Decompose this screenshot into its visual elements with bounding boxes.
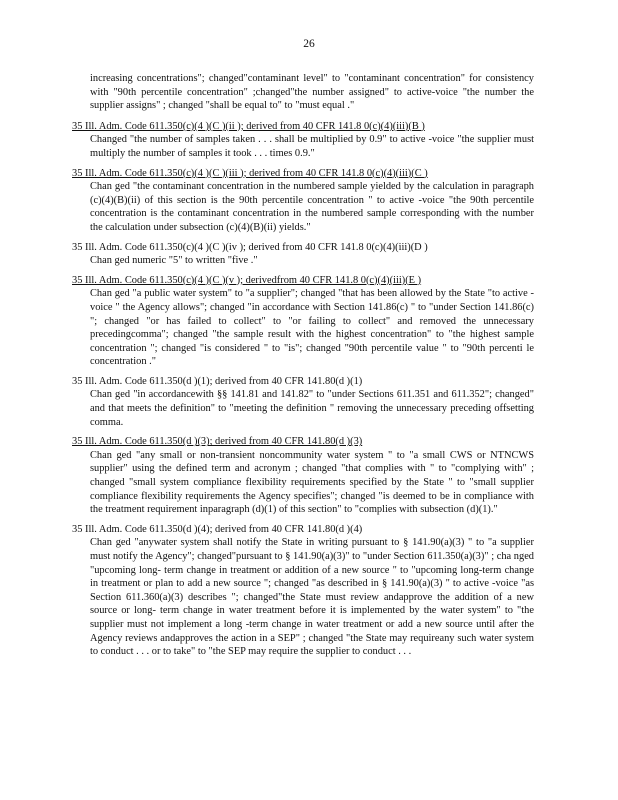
citation-entry	[72, 241, 534, 268]
citation-entry	[72, 435, 534, 517]
citation-heading: 35 Ill. Adm. Code 611.350(c)(4 )(C )(iv ); derived from 40 CFR 141.8 0(c)(4)(iii)(D )	[72, 241, 428, 253]
citation-entry	[72, 523, 534, 659]
citation-heading: 35 Ill. Adm. Code 611.350(d )(3); derived from 40 CFR 141.80(d )(3)	[72, 436, 363, 448]
citation-heading: 35 Ill. Adm. Code 611.350(c)(4 )(C )(ii ); derived from 40 CFR 141.8 0(c)(4)(iii)(B )	[72, 120, 425, 132]
citation-body: Chan ged "anywater system shall notify the State in writing pursuant to § 141.90(a)(3) " to "a supplier must notify the Agency"; changed"pursuant to § 141.90(a)(3)" to "under Section 611.350(a)(3)" ; cha nged "upcoming long- term change in treatment or addition of a new source " to "upcoming long-term change in treatment or plan to add a new source "; changed "as described in § 141.90(a)(3) " to active -voice "as Section 611.360(a)(3) describes "; changed"the State must review andapprove the addition of a new source or long- term change in water treatment before it is implemented by the water system" to "the supplier must not implement a long -term change in water treatment or add a new source until after the Agency reviews andapproves the action in a SEP" ; changed "the State may requireany such water system to conduct . . . or to take" to "the SEP may require the supplier to conduct . . .	[90, 537, 534, 658]
citation-body: Chan ged "the contaminant concentration in the numbered sample yielded by the calculation in paragraph (c)(4)(B)(ii) of this section is the 90th percentile concentration " to active -voice "the 90th percentile concentration is the contaminant concentration in the numbered sample corresponding with the number the calculation under subsection (c)(4)(B)(ii) yields."	[90, 181, 534, 233]
intro-paragraph: increasing concentrations"; changed"contaminant level" to "contaminant concentration" for consistency with "90th percentile concentration" ;changed"the number assigned" to active-voice "the number the supplier assigns" ; changed "shall be equal to" to "must equal ."	[90, 73, 534, 112]
citation-body: Changed "the number of samples taken . . . shall be multiplied by 0.9" to active -voice "the supplier must multiply the number of samples it took . . . times 0.9."	[90, 134, 534, 159]
citation-heading: 35 Ill. Adm. Code 611.350(c)(4 )(C )(v ); derivedfrom 40 CFR 141.8 0(c)(4)(iii)(E )	[72, 274, 422, 286]
citation-body: Chan ged "in accordancewith §§ 141.81 and 141.82" to "under Sections 611.351 and 611.352"; changed" and that meets the definition" to "meeting the definition " removing the unnecessary preceding offsetting comma.	[90, 389, 534, 428]
citation-entry	[72, 375, 534, 429]
citation-heading: 35 Ill. Adm. Code 611.350(c)(4 )(C )(iii ); derived from 40 CFR 141.8 0(c)(4)(iii)(C )	[72, 167, 428, 179]
citation-entry	[72, 120, 534, 161]
citation-entry	[72, 167, 534, 235]
citation-body: Chan ged numeric "5" to written "five ."	[90, 255, 258, 267]
document-body	[72, 72, 534, 665]
citation-entry	[72, 274, 534, 369]
page-number: 26	[303, 38, 315, 50]
citation-body: Chan ged "any small or non-transient noncommunity water system " to "a small CWS or NTNCWS supplier" using the defined term and acronym ; changed "that complies with " to "complying with" ; changed "small system compliance flexibility requirements specified by the State " to "small supplier compliance flexibility requirements the Agency specifies"; changed "is deemed to be in compliance with the treatment requirement inparagraph (d)(1) of this section" to "complies with subsection (d)(1)."	[90, 449, 534, 516]
citation-heading: 35 Ill. Adm. Code 611.350(d )(1); derived from 40 CFR 141.80(d )(1)	[72, 375, 363, 387]
citation-body: Chan ged "a public water system" to "a supplier"; changed "that has been allowed by the State "to active -voice " the Agency allows"; changed "in accordance with Section 141.86(c) " to "under Section 141.86(c) "; changed "or has failed to collect" to "or failing to collect" and removed the unnecessary precedingcomma"; changed "the sample result with the highest concentration" to "the highest sample concentration "; changed "is considered " to "is"; changed "90th percentile value " to "90th percenti le concentration ."	[90, 288, 534, 368]
citation-heading: 35 Ill. Adm. Code 611.350(d )(4); derived from 40 CFR 141.80(d )(4)	[72, 523, 363, 535]
